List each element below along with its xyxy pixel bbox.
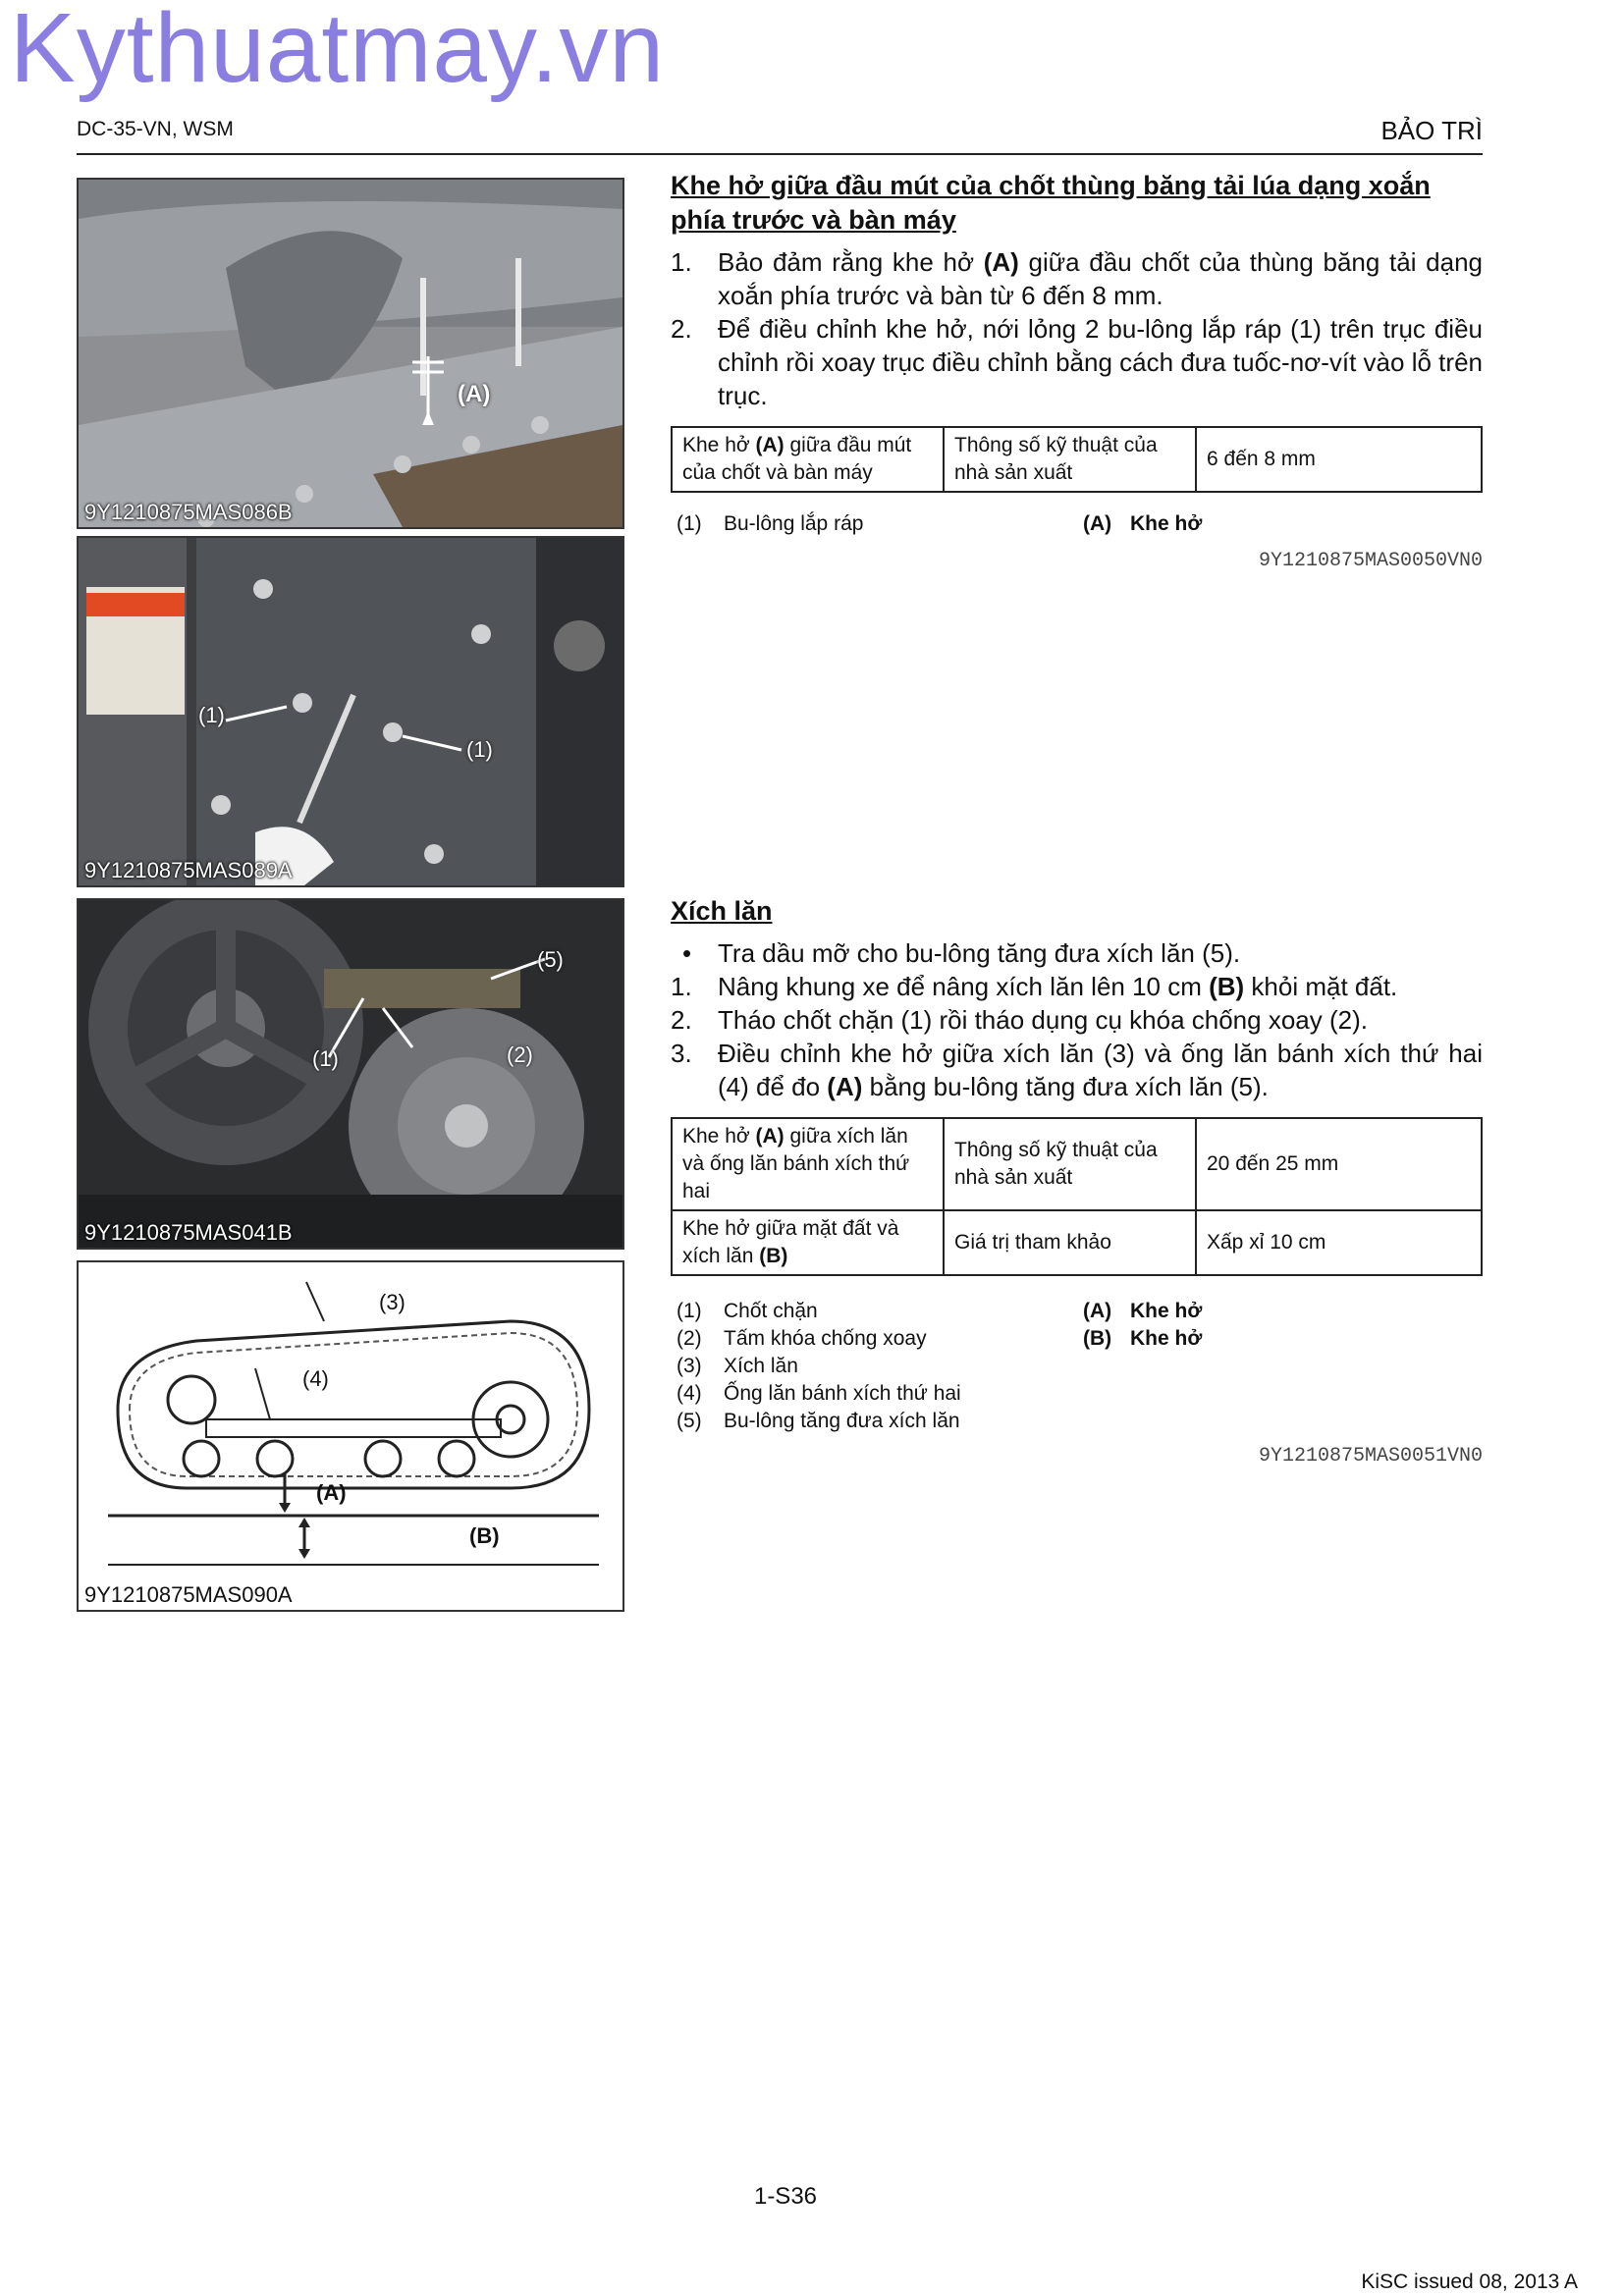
spec2-row1-type: Thông số kỹ thuật của nhà sản xuất: [944, 1118, 1196, 1210]
spec1-item: Khe hở (A) giữa đầu mút của chốt và bàn máy: [672, 427, 944, 492]
section1-title-line1: Khe hở giữa đầu mút của chốt thùng băng tải lúa dạng xoắn: [671, 171, 1431, 200]
diagram-label-a: (A): [316, 1480, 347, 1505]
legend2-left: [676, 1298, 961, 1435]
photo2-label-1a: (1): [198, 703, 225, 727]
section1-step-1: 1. Bảo đảm rằng khe hở (A) giữa đầu chốt của thùng băng tải dạng xoắn phía trước và bàn từ 6 đến 8 mm.: [671, 247, 1483, 310]
section2-title: Xích lăn: [671, 896, 773, 926]
header-doc-id: DC-35-VN, WSM: [77, 118, 234, 140]
legend1-item-a: (A) Khe hở: [1083, 512, 1203, 535]
section-track-chain: [671, 894, 1483, 1468]
photo3-label-2: (2): [507, 1042, 533, 1067]
legend2-item: (3) Xích lăn: [676, 1355, 798, 1377]
section2-step-1: 1. Nâng khung xe để nâng xích lăn lên 10 cm (B) khỏi mặt đất.: [671, 972, 1398, 1001]
page-number: 1-S36: [753, 2183, 818, 2210]
photo3-label-1: (1): [312, 1046, 339, 1071]
section2-legend: [671, 1298, 1483, 1445]
spec2-row2-item: Khe hở giữa mặt đất và xích lăn (B): [672, 1210, 944, 1275]
spec2-row2-value: Xấp xỉ 10 cm: [1196, 1210, 1482, 1275]
legend2-item: (1) Chốt chặn: [676, 1300, 818, 1322]
legend2-item: (2) Tấm khóa chống xoay: [676, 1327, 927, 1350]
spec2-row1-value: 20 đến 25 mm: [1196, 1118, 1482, 1210]
section2-bullet: • Tra dầu mỡ cho bu-lông tăng đưa xích lăn (5).: [682, 938, 1241, 968]
section2-doc-code: 9Y1210875MAS0051VN0: [1258, 1445, 1483, 1468]
legend2-item: (4) Ống lăn bánh xích thứ hai: [676, 1382, 961, 1405]
section1-title-line2: phía trước và bàn máy: [671, 205, 956, 235]
photo-auger-pin: [77, 178, 624, 529]
section1-spec-table: [671, 426, 1483, 493]
diagram-label-4: (4): [302, 1366, 329, 1391]
issued-note: KiSC issued 08, 2013 A: [1361, 2270, 1578, 2293]
legend2-item-a: (A) Khe hở: [1083, 1300, 1203, 1322]
photo2-label-1b: (1): [466, 737, 493, 762]
diagram-label-3: (3): [379, 1290, 406, 1314]
spec1-value: 6 đến 8 mm: [1196, 427, 1482, 492]
photo1-caption: 9Y1210875MAS086B: [84, 500, 293, 524]
section-auger-gap: [671, 169, 1483, 572]
section1-legend: [671, 510, 1483, 550]
legend2-right: [1083, 1298, 1202, 1353]
photo-adjust-shaft: [77, 536, 624, 887]
diagram-label-b: (B): [469, 1523, 500, 1548]
section2-step-3: 3. Điều chỉnh khe hở giữa xích lăn (3) và ống lăn bánh xích thứ hai (4) để đo (A) bằng bu-lông tăng đưa xích lăn (5).: [671, 1039, 1483, 1101]
legend2-item-b: (B) Khe hở: [1083, 1327, 1203, 1350]
legend1-item: (1) Bu-lông lắp ráp: [676, 512, 864, 535]
photo2-caption: 9Y1210875MAS089A: [84, 858, 293, 882]
legend2-item: (5) Bu-lông tăng đưa xích lăn: [676, 1410, 960, 1432]
watermark-logo: Kythuatmay.vn: [10, 0, 666, 103]
diagram-caption: 9Y1210875MAS090A: [84, 1582, 293, 1607]
section1-step-2: 2. Để điều chỉnh khe hở, nới lỏng 2 bu-lông lắp ráp (1) trên trục điều chỉnh rồi xoay trục điều chỉnh bằng cách đưa tuốc-nơ-vít vào lỗ trên trục.: [671, 314, 1483, 410]
header-rule: [77, 153, 1483, 155]
diagram-track: [77, 1260, 624, 1612]
photo-track-sprocket: [77, 898, 624, 1250]
photo3-caption: 9Y1210875MAS041B: [84, 1220, 293, 1245]
section1-doc-code: 9Y1210875MAS0050VN0: [1258, 550, 1483, 572]
section2-step-2: 2. Tháo chốt chặn (1) rồi tháo dụng cụ khóa chống xoay (2).: [671, 1005, 1368, 1035]
spec2-row1-item: Khe hở (A) giữa xích lăn và ống lăn bánh xích thứ hai: [672, 1118, 944, 1210]
spec2-row2-type: Giá trị tham khảo: [944, 1210, 1196, 1275]
photo1-label-a: (A): [458, 381, 491, 407]
photo3-label-5: (5): [537, 947, 564, 972]
section2-spec-table: [671, 1117, 1483, 1276]
spec1-type: Thông số kỹ thuật của nhà sản xuất: [944, 427, 1196, 492]
header-section: BẢO TRÌ: [1380, 116, 1483, 145]
